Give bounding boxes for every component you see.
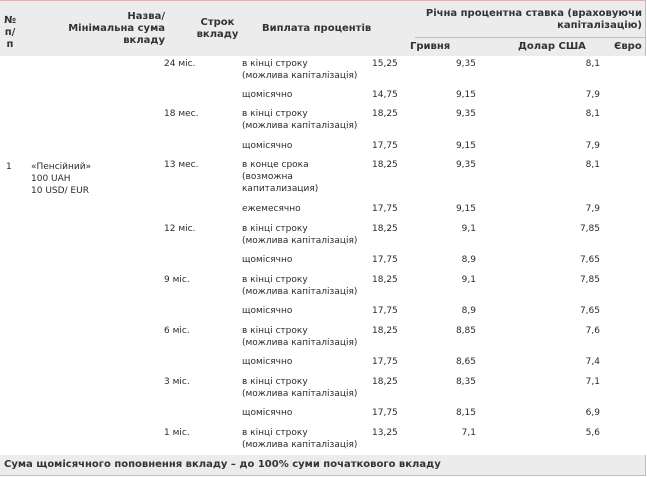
row-rate-usd: 8,85 [455, 326, 476, 336]
row-rate-uah: 13,25 [372, 428, 398, 438]
row-rate-uah: 17,75 [372, 408, 398, 418]
row-rate-eur: 7,9 [585, 141, 600, 151]
row-rate-uah: 17,75 [372, 141, 398, 151]
row-payment-line: щомісячно [242, 306, 293, 316]
row-rate-usd: 8,9 [461, 255, 476, 265]
row-payment [242, 407, 292, 419]
row-rate-uah: 18,25 [372, 326, 398, 336]
row-payment-line: в кінці строку [242, 326, 308, 336]
row-rate-eur: 6,9 [585, 408, 600, 418]
row-payment-line: щомісячно [242, 141, 293, 151]
row-rate-usd: 9,15 [455, 204, 476, 214]
row-payment-line: щомісячно [242, 255, 293, 265]
row-payment [242, 89, 292, 101]
row-rate-eur: 7,4 [585, 357, 600, 367]
header-rate-title [420, 8, 642, 32]
row-rate-usd: 9,35 [455, 109, 476, 119]
header-divider [415, 37, 645, 38]
row-payment-line: капитализация) [242, 184, 319, 194]
row-payment-line: ежемесячно [242, 204, 301, 214]
row-payment-line: (возможна [242, 172, 293, 182]
row-payment [242, 274, 357, 298]
row-payment [242, 159, 318, 195]
row-rate-usd: 8,9 [461, 306, 476, 316]
row-payment-line: в кінці строку [242, 275, 308, 285]
row-rate-eur: 8,1 [585, 160, 600, 170]
row-rate-usd: 9,1 [461, 224, 476, 234]
row-payment [242, 58, 357, 82]
row-payment-line: в конце срока [242, 160, 309, 170]
header-uah: Гривня [410, 41, 451, 52]
footer-note: Сума щомісячного поповнення вкладу – до 100% суми початкового вкладу [4, 459, 441, 470]
row-payment-line: (можлива капіталізація) [242, 236, 358, 246]
row-rate-eur: 8,1 [585, 59, 600, 69]
header-name-line: вкладу [123, 35, 165, 46]
row-term: 24 міс. [164, 59, 196, 69]
header-eur: Євро [614, 41, 642, 52]
row-rate-uah: 17,75 [372, 306, 398, 316]
product-line: 10 USD/ EUR [31, 186, 89, 196]
header-name [60, 11, 165, 47]
row-payment [242, 223, 357, 247]
header-payment: Виплата процентів [262, 23, 372, 34]
header-term [195, 17, 240, 41]
row-rate-uah: 14,75 [372, 90, 398, 100]
row-term: 9 міс. [164, 275, 190, 285]
row-rate-usd: 9,1 [461, 275, 476, 285]
header-term-line: вкладу [196, 29, 239, 40]
row-rate-eur: 7,9 [585, 90, 600, 100]
row-payment-line: (можлива капіталізація) [242, 338, 358, 348]
row-rate-usd: 8,35 [455, 377, 476, 387]
row-rate-uah: 18,25 [372, 275, 398, 285]
header-no [3, 15, 17, 51]
row-rate-eur: 7,85 [579, 224, 600, 234]
row-rate-usd: 7,1 [461, 428, 476, 438]
header-term-line: Строк [200, 17, 235, 28]
row-term: 18 мес. [164, 109, 199, 119]
row-payment-line: в кінці строку [242, 224, 308, 234]
header-rate-line: капіталізацію) [557, 20, 642, 31]
row-rate-uah: 15,25 [372, 59, 398, 69]
row-rate-uah: 18,25 [372, 377, 398, 387]
row-rate-uah: 18,25 [372, 109, 398, 119]
row-rate-uah: 18,25 [372, 224, 398, 234]
row-rate-usd: 8,15 [455, 408, 476, 418]
row-rate-uah: 17,75 [372, 204, 398, 214]
row-payment [242, 254, 292, 266]
row-payment-line: в кінці строку [242, 59, 308, 69]
product-name [31, 161, 91, 197]
row-payment-line: (можлива капіталізація) [242, 440, 358, 450]
row-rate-usd: 9,35 [455, 59, 476, 69]
row-payment [242, 325, 357, 349]
row-payment-line: (можлива капіталізація) [242, 287, 358, 297]
row-rate-eur: 7,85 [579, 275, 600, 285]
row-rate-eur: 5,6 [585, 428, 600, 438]
header-rate-line: Річна процентна ставка (враховуючи [425, 8, 642, 19]
row-payment-line: щомісячно [242, 357, 293, 367]
row-payment [242, 356, 292, 368]
row-term: 12 міс. [164, 224, 196, 234]
row-payment-line: (можлива капіталізація) [242, 71, 358, 81]
row-rate-eur: 7,65 [579, 306, 600, 316]
row-rate-usd: 9,35 [455, 160, 476, 170]
row-payment-line: в кінці строку [242, 109, 308, 119]
row-term: 3 міс. [164, 377, 190, 387]
row-payment [242, 427, 357, 451]
row-payment-line: щомісячно [242, 408, 293, 418]
row-payment-line: щомісячно [242, 90, 293, 100]
row-rate-uah: 18,25 [372, 160, 398, 170]
row-payment [242, 140, 292, 152]
row-term: 13 мес. [164, 160, 199, 170]
table-header [0, 0, 646, 56]
row-term: 6 міс. [164, 326, 190, 336]
row-rate-eur: 7,65 [579, 255, 600, 265]
header-name-line: Назва/ [127, 11, 165, 22]
row-payment [242, 376, 357, 400]
header-usd: Долар США [518, 41, 586, 52]
row-rate-usd: 8,65 [455, 357, 476, 367]
row-payment-line: (можлива капіталізація) [242, 389, 358, 399]
header-name-line: Мінімальна сума [68, 23, 165, 34]
product-number: 1 [6, 162, 12, 172]
row-payment-line: (можлива капіталізація) [242, 121, 358, 131]
row-payment [242, 203, 301, 215]
row-rate-usd: 9,15 [455, 90, 476, 100]
row-rate-usd: 9,15 [455, 141, 476, 151]
row-payment [242, 305, 292, 317]
header-no-line: п/п [4, 27, 16, 50]
product-line: 100 UAH [31, 174, 71, 184]
table-footer [0, 455, 646, 476]
row-rate-eur: 7,6 [585, 326, 600, 336]
row-payment-line: в кінці строку [242, 377, 308, 387]
header-no-line: № [3, 15, 17, 26]
row-payment [242, 108, 357, 132]
row-rate-eur: 7,1 [585, 377, 600, 387]
product-line: «Пенсійний» [31, 162, 92, 172]
row-rate-uah: 17,75 [372, 255, 398, 265]
row-rate-uah: 17,75 [372, 357, 398, 367]
row-payment-line: в кінці строку [242, 428, 308, 438]
row-term: 1 міс. [164, 428, 190, 438]
row-rate-eur: 7,9 [585, 204, 600, 214]
row-rate-eur: 8,1 [585, 109, 600, 119]
